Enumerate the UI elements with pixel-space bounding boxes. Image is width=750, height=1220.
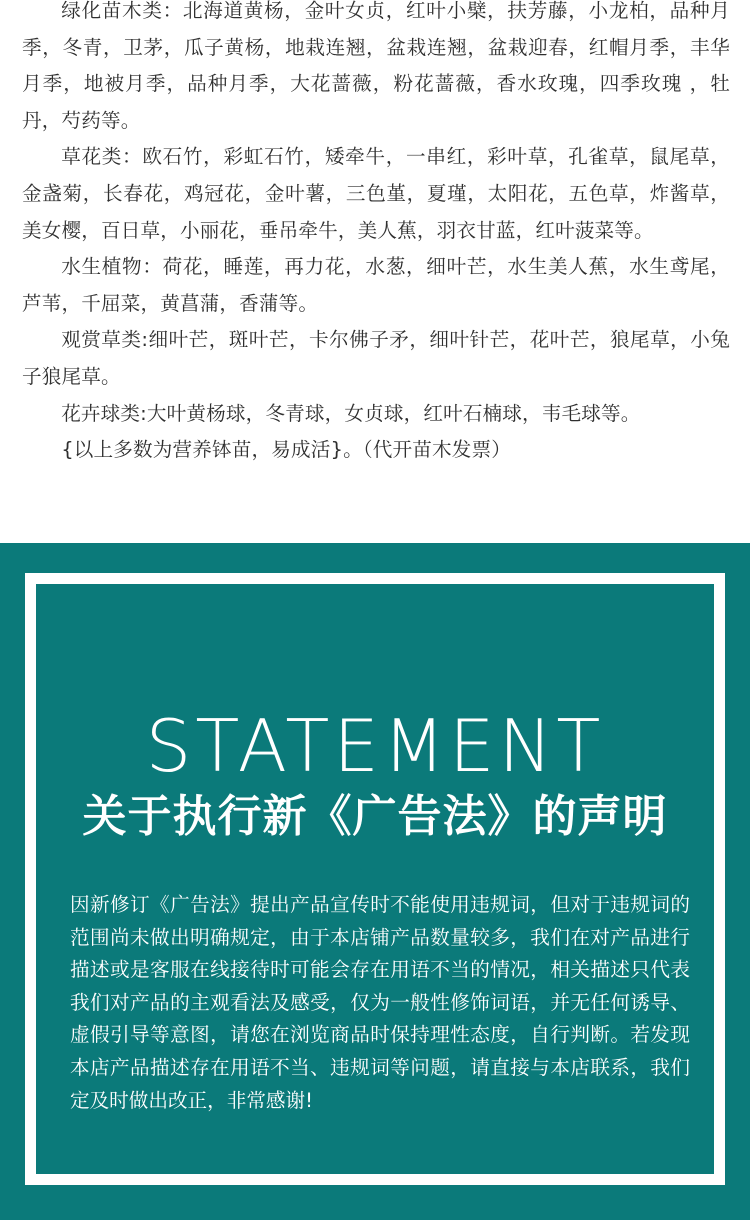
catalog-paragraph-aquatic-plants: 水生植物：荷花，睡莲，再力花，水葱，细叶芒，水生美人蕉，水生鸢尾，芦苇，千屈菜，黄菖蒲，香蒲等。 bbox=[22, 255, 730, 315]
catalog-paragraph-flowers: 草花类：欧石竹，彩虹石竹，矮牵牛，一串红，彩叶草，孔雀草，鼠尾草，金盏菊，长春花，鸡冠花，金叶薯，三色堇，夏瑾，太阳花，五色草，炸酱草，美女樱，百日草，小丽花，垂吊牵牛，美人蕉，羽衣甘蓝，红叶菠菜等。 bbox=[22, 145, 730, 242]
statement-title-english: STATEMENT bbox=[145, 704, 605, 788]
statement-body-text: 因新修订《广告法》提出产品宣传时不能使用违规词，但对于违规词的范围尚未做出明确规定，由于本店铺产品数量较多，我们在对产品进行描述或是客服在线接待时可能会存在用语不当的情况，相关描述只代表我们对产品的主观看法及感受，仅为一般性修饰词语，并无任何诱导、虚假引导等意图，请您在浏览商品时保持理性态度，自行判断。若发现本店产品描述存在用语不当、违规词等问题，请直接与本店联系，我们定及时做出改正，非常感谢! bbox=[70, 893, 690, 1112]
plant-catalog-section bbox=[0, 0, 750, 543]
statement-frame bbox=[25, 573, 725, 1185]
plant-catalog-text bbox=[22, 0, 730, 469]
catalog-note: {以上多数为营养钵苗，易成活}。（代开苗木发票） bbox=[61, 438, 511, 462]
catalog-paragraph-ornamental-grasses: 观赏草类:细叶芒，斑叶芒，卡尔佛子矛，细叶针芒，花叶芒，狼尾草，小兔子狼尾草。 bbox=[22, 328, 730, 388]
statement-title-chinese: 关于执行新《广告法》的声明 bbox=[82, 791, 668, 842]
catalog-paragraph-topiary-balls: 花卉球类:大叶黄杨球，冬青球，女贞球，红叶石楠球，韦毛球等。 bbox=[61, 401, 641, 425]
catalog-paragraph-nursery-stock: 绿化苗木类：北海道黄杨，金叶女贞，红叶小檗，扶芳藤，小龙柏，品种月季，冬青，卫茅，瓜子黄杨，地栽连翘，盆栽连翘，盆栽迎春，红帽月季，丰华月季，地被月季，品种月季，大花蔷薇，粉花蔷薇，香水玫瑰，四季玫瑰 ，牡丹，芍药等。 bbox=[22, 0, 730, 132]
statement-section bbox=[0, 543, 750, 1220]
